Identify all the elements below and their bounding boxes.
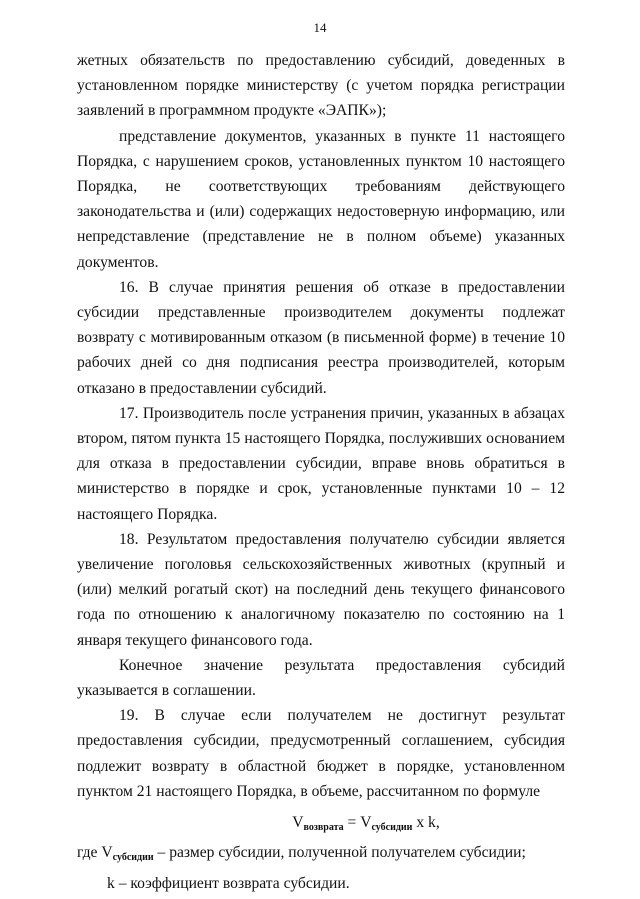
paragraph-item-17: 17. Производитель после устранения причин, указанных в абзацах втором, пятом пункта 15 настоящего Порядка, послуживших основанием для отказа в предоставлении субсидии, вправе вновь обратиться в министерство в порядке и срок, установленные пунктами 10 – 12 настоящего Порядка. [77, 404, 565, 523]
paragraph-item-19: 19. В случае если получателем не достигнут результат предоставления субсидии, предусмотренный соглашением, субсидия подлежит возврату в областной бюджет в порядке, установленном пунктом 21 настоящего Порядка, в объеме, рассчитанном по формуле [77, 707, 565, 800]
paragraph-item-16: 16. В случае принятия решения об отказе в предоставлении субсидии представленные производителем документы подлежат возврату с мотивированным отказом (в письменной форме) в течение 10 рабочих дней со дня подписания реестра производителей, которым отказано в предоставлении субсидий. [77, 278, 565, 397]
formula-legend-v [77, 840, 565, 870]
formula-lhs-var: V [292, 814, 304, 832]
paragraph-item-18: 18. Результатом предоставления получателю субсидии является увеличение поголовья сельскохозяйственных животных (крупный и (или) мелкий рогатый скот) на последний день текущего финансового года по отношению к аналогичному показателю по состоянию на 1 января текущего финансового года. [77, 530, 565, 649]
formula-rest: x k, [412, 814, 440, 832]
legend-prefix: где V [77, 844, 113, 862]
paragraph-documents: представление документов, указанных в пункте 11 настоящего Порядка, с нарушением сроков, установленных пунктом 10 настоящего Порядка, не соответствующих требованиям действующего законодательства и (или) содержащих недостоверную информацию, или непредставление (представление не в полном объеме) указанных документов. [77, 127, 565, 271]
formula-legend-k: k – коэффициент возврата субсидии. [107, 874, 350, 892]
document-body [77, 48, 565, 896]
return-formula [77, 810, 565, 840]
formula-rhs-subscript: субсидии [371, 822, 413, 834]
legend-subscript: субсидии [112, 852, 154, 864]
formula-rhs-var: V [360, 814, 372, 832]
formula-equals: = [343, 814, 361, 832]
formula-lhs-subscript: возврата [303, 822, 344, 834]
paragraph-final-value: Конечное значение результата предоставления субсидий указывается в соглашении. [77, 656, 565, 700]
page-number: 14 [313, 20, 327, 35]
legend-text: – размер субсидии, полученной получателем субсидии; [153, 844, 526, 862]
paragraph-continuation: жетных обязательств по предоставлению субсидий, доведенных в установленном порядке министерству (с учетом порядка регистрации заявлений в программном продукте «ЭАПК»); [77, 52, 565, 120]
